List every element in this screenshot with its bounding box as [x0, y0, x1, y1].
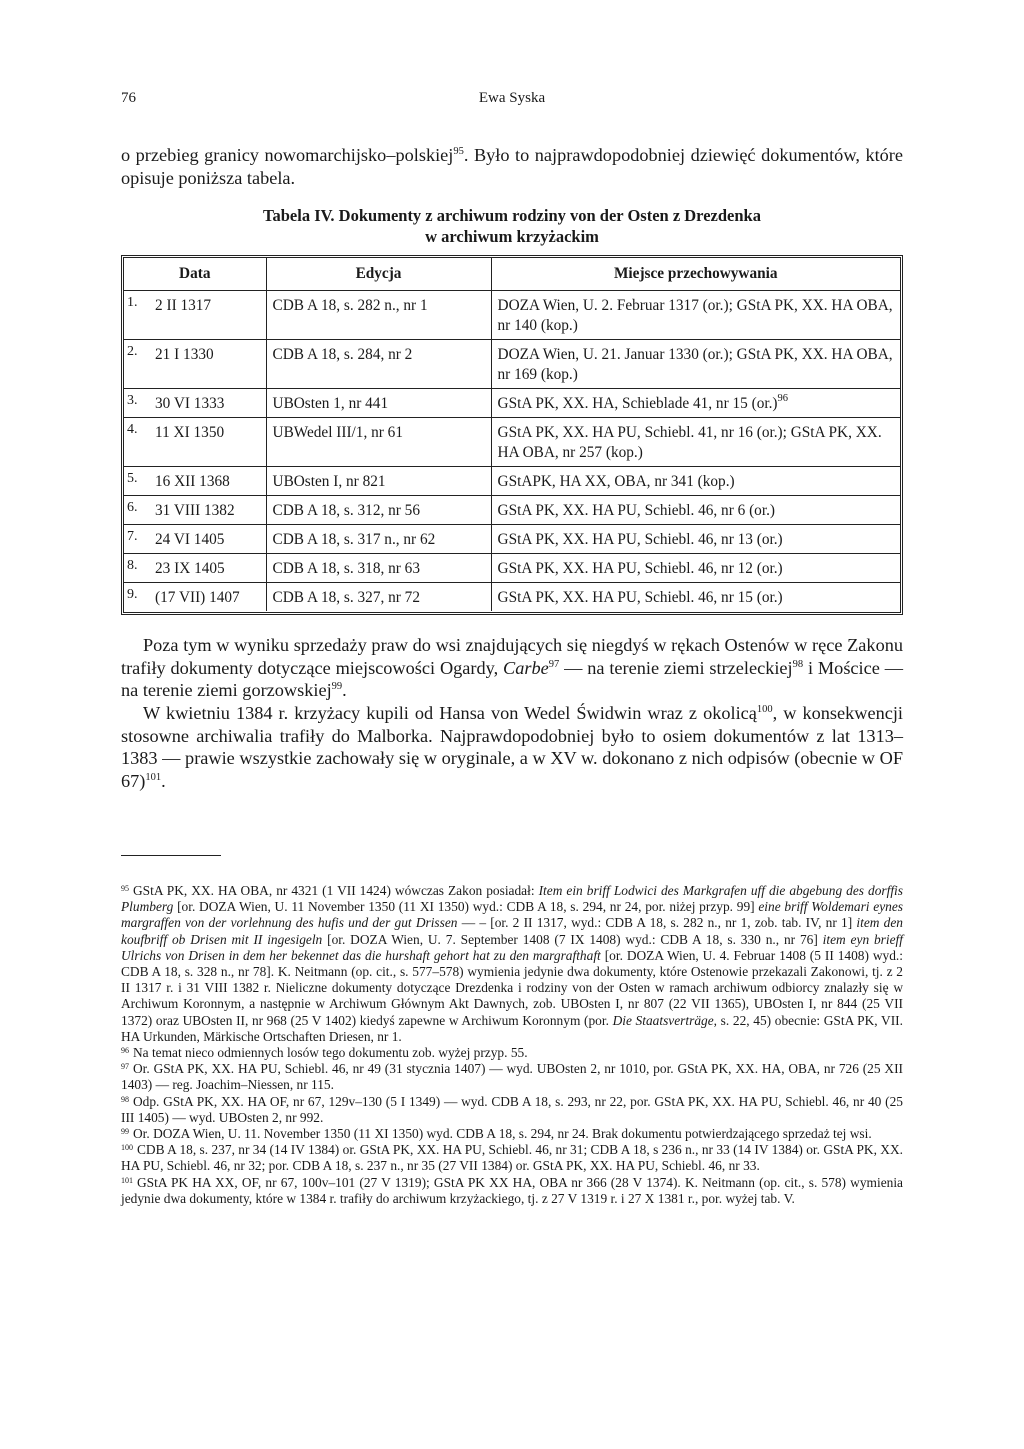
row-date: 21 I 1330	[149, 340, 266, 389]
row-location	[491, 340, 900, 389]
row-date: 30 VI 1333	[149, 389, 266, 418]
row-date: 11 XI 1350	[149, 418, 266, 467]
table-row	[124, 340, 900, 389]
row-number: 3.	[124, 389, 149, 418]
body-text: W kwietniu 1384 r. krzyżacy kupili od Hansa von Wedel Świdwin wraz z okolicą	[143, 703, 757, 723]
footnote-text: [or. DOZA Wien, U. 11 November 1350 (11 XI 1350) wyd.: CDB A 18, s. 294, nr 24, por. niżej przyp. 99]	[173, 899, 759, 915]
location-text: DOZA Wien, U. 2. Februar 1317 (or.); GStA PK, XX. HA OBA, nr 140 (kop.)	[497, 297, 893, 334]
body-text: Poza tym w wyniku sprzedaży praw do wsi znajdujących się niegdyś w rękach Ostenów w ręce Zakonu trafiły dokumenty dotyczące miejscowości Ogardy,	[121, 635, 903, 678]
row-number: 1.	[124, 291, 149, 340]
header-date: Data	[124, 258, 266, 291]
location-text: GStA PK, XX. HA PU, Schiebl. 46, nr 6 (or.)	[497, 502, 775, 519]
row-number: 6.	[124, 496, 149, 525]
footnote-text: [or. DOZA Wien, U. 4. Februar 1408 (5 II 1408) wyd.: CDB A 18, s. 328 n., nr 78]. K. Neitmann (op. cit., s. 577–578) wymienia jedynie dwa dokumenty, które Ostenowie przekazali Zakonowi, tj. z 2 II 1317 r. i 31 VIII 1382 r. Nieliczne dokumenty dotyczące Drezdenka i rodziny von der Osten w ramach archiwum odbiorcy znalazły się w Archiwum Koronnym, a następnie w Archiwum Głównym Akt Dawnych, zob. UBOsten I, nr 807 (22 VII 1365), UBOsten I, nr 844 (25 VII 1372) oraz UBOsten II, nr 968 (25 V 1402) kiedyś zapewne w Archiwum Koronnym (por.	[121, 947, 903, 1028]
table-row	[124, 418, 900, 467]
footnote-95	[121, 883, 903, 1045]
footnote-ref[interactable]: 95	[453, 146, 464, 157]
footnote-text: CDB A 18, s. 237, nr 34 (14 IV 1384) or. GStA PK, XX. HA PU, Schiebl. 46, nr 31; CDB A 18, s 236 n., nr 33 (14 IV 1384) or. GStA PK, XX. HA PU, Schiebl. 46, nr 32; por. CDB A 18, s. 237 n., nr 35 (27 VII 1384) or. GStA PK, XX. HA PU, Schiebl. 46, nr 33.	[121, 1142, 903, 1174]
footnote-number: 100	[121, 1143, 133, 1153]
footnote-number: 95	[121, 884, 129, 893]
footnote-100	[121, 1142, 903, 1174]
page-number: 76	[121, 90, 136, 106]
table-row	[124, 583, 900, 612]
footnote-98	[121, 1094, 903, 1126]
running-title: Ewa Syska	[478, 90, 546, 106]
row-date: 24 VI 1405	[149, 525, 266, 554]
footnote-text: Odp. GStA PK, XX. HA OF, nr 67, 129v–130 (5 I 1349) — wyd. CDB A 18, s. 293, nr 22, por. GStA PK, XX. HA PU, Schiebl. 46, nr 40 (25 III 1405) — wyd. UBOsten 2, nr 992.	[121, 1093, 903, 1125]
body-text: , w konsekwencji stosowne archiwalia trafiły do Malborka. Najprawdopodobniej było to osiem dokumentów z lat 1313–1383 — prawie wszystkie zachowały się w oryginale, a w XV w. dokonano z nich odpisów (obecnie w OF 67)	[121, 703, 903, 791]
footnote-text: GStA PK, XX. HA OBA, nr 4321 (1 VII 1424) wówczas Zakon posiadał:	[133, 883, 539, 898]
table-caption	[0, 205, 1024, 247]
footnote-text: Na temat nieco odmiennych losów tego dokumentu zob. wyżej przyp. 55.	[133, 1045, 528, 1061]
footnote-number: 98	[121, 1094, 129, 1104]
row-number: 4.	[124, 418, 149, 467]
footnote-ref[interactable]: 99	[331, 681, 343, 692]
row-location	[491, 496, 900, 525]
row-edition: UBOsten I, nr 821	[266, 467, 491, 496]
documents-table	[121, 255, 903, 615]
intro-text: . Było to najprawdopodobniej dziewięć dokumentów, które opisuje poniższa tabela.	[121, 145, 904, 188]
footnote-ref[interactable]: 101	[145, 771, 162, 783]
row-number: 5.	[124, 467, 149, 496]
header-edition: Edycja	[266, 258, 491, 291]
footnote-96	[121, 1045, 903, 1061]
footnote-quote: item eyn brieff Ulrichs von Drisen in dem her bekennet das die hurshaft gehort hat zu den margrafthaft	[121, 931, 903, 963]
footnote-text: , s. 22, 45) obecnie: GStA PK, VII. HA Urkunden, Märkische Ortschaften Driesen, nr 1.	[121, 1012, 903, 1044]
row-location	[491, 418, 900, 467]
footnotes	[121, 883, 903, 1207]
footnote-number: 99	[121, 1127, 129, 1137]
row-number: 8.	[124, 554, 149, 583]
footnote-text: — – [or. 2 II 1317, wyd.: CDB A 18, s. 282 n., nr 1, zob. tab. IV, nr 1]	[457, 915, 857, 931]
row-date: 16 XII 1368	[149, 467, 266, 496]
body-text: .	[161, 770, 166, 791]
location-text: DOZA Wien, U. 21. Januar 1330 (or.); GStA PK, XX. HA OBA, nr 169 (kop.)	[497, 346, 893, 383]
footnote-ref[interactable]: 96	[777, 393, 789, 404]
table-caption-line: Tabela IV. Dokumenty z archiwum rodziny von der Osten z Drezdenka	[263, 206, 761, 225]
intro-paragraph	[121, 144, 903, 189]
row-edition: CDB A 18, s. 327, nr 72	[266, 583, 491, 612]
row-date: 2 II 1317	[149, 291, 266, 340]
row-edition: CDB A 18, s. 317 n., nr 62	[266, 525, 491, 554]
footnote-number: 101	[121, 1175, 133, 1185]
row-edition: CDB A 18, s. 312, nr 56	[266, 496, 491, 525]
row-date: 23 IX 1405	[149, 554, 266, 583]
row-date: (17 VII) 1407	[155, 589, 240, 606]
row-edition: CDB A 18, s. 282 n., nr 1	[266, 291, 491, 340]
row-number: 2.	[124, 340, 149, 389]
table-caption-line: w archiwum krzyżackim	[425, 227, 599, 246]
body-paragraph	[121, 702, 903, 792]
footnote-quote: item den koufbriff ob Drisen mit II ingesigeln	[121, 915, 903, 947]
footnote-divider	[121, 855, 221, 856]
footnote-ref[interactable]: 100	[756, 704, 773, 715]
row-edition: UBWedel III/1, nr 61	[266, 418, 491, 467]
location-text: GStAPK, HA XX, OBA, nr 341 (kop.)	[497, 473, 735, 490]
location-text: GStA PK, XX. HA, Schieblade 41, nr 15 (or.)	[497, 395, 778, 412]
location-text: GStA PK, XX. HA PU, Schiebl. 41, nr 16 (or.); GStA PK, XX. HA OBA, nr 257 (kop.)	[497, 424, 882, 461]
footnote-quote: eine briff Woldemari eynes margraffen von der vorlehnung des hufis und der gut Drissen	[121, 899, 903, 931]
location-text: GStA PK, XX. HA PU, Schiebl. 46, nr 12 (or.)	[497, 560, 783, 577]
table-header-row	[124, 258, 900, 291]
row-number: 7.	[124, 525, 149, 554]
body-text: .	[342, 680, 347, 700]
table-row	[124, 496, 900, 525]
footnote-99	[121, 1126, 903, 1142]
row-date: 31 VIII 1382	[149, 496, 266, 525]
footnote-text: GStA PK HA XX, OF, nr 67, 100v–101 (27 V 1319); GStA PK XX HA, OBA nr 366 (28 V 1374). K. Neitmann (op. cit., s. 578) wymienia jedynie dwa dokumenty, które w 1384 r. trafiły do archiwum krzyżackiego, tj. z 27 V 1319 r. i 27 X 1381 r., por. wyżej tab. V.	[121, 1174, 903, 1206]
footnote-number: 96	[121, 1046, 129, 1056]
location-text: GStA PK, XX. HA PU, Schiebl. 46, nr 15 (or.)	[497, 589, 783, 606]
intro-text: o przebieg granicy nowomarchijsko–polskiej	[121, 145, 454, 165]
place-name-italic: Carbe	[503, 657, 549, 678]
table-row	[124, 554, 900, 583]
footnote-quote: Die Staatsverträge	[612, 1012, 714, 1028]
footnote-97	[121, 1061, 903, 1093]
table-row	[124, 389, 900, 418]
body-paragraph	[121, 634, 903, 702]
header-location: Miejsce przechowywania	[491, 258, 900, 291]
footnote-ref[interactable]: 98	[792, 658, 804, 670]
footnote-101	[121, 1175, 903, 1207]
row-edition: UBOsten 1, nr 441	[266, 389, 491, 418]
footnote-text: [or. DOZA Wien, U. 7. September 1408 (7 IX 1408) wyd.: CDB A 18, s. 330 n., nr 76]	[322, 931, 823, 947]
row-edition: CDB A 18, s. 318, nr 63	[266, 554, 491, 583]
footnote-quote: Item ein briff Lodwici des Markgrafen uff die abgebung des dorffis Plumberg	[121, 883, 903, 915]
row-location	[491, 467, 900, 496]
table-row	[124, 291, 900, 340]
location-text: GStA PK, XX. HA PU, Schiebl. 46, nr 13 (or.)	[497, 531, 783, 548]
row-location	[491, 554, 900, 583]
row-location	[491, 291, 900, 340]
footnote-ref[interactable]: 97	[548, 658, 560, 670]
body-text: — na terenie ziemi strzeleckiej	[559, 657, 793, 678]
row-edition: CDB A 18, s. 284, nr 2	[266, 340, 491, 389]
row-location	[491, 583, 900, 612]
footnote-number: 97	[121, 1062, 129, 1072]
row-location	[491, 389, 900, 418]
footnote-text: Or. GStA PK, XX. HA PU, Schiebl. 46, nr 49 (31 stycznia 1407) — wyd. UBOsten 2, nr 1010, por. GStA PK, XX. HA, OBA, nr 726 (25 XII 1403) — reg. Joachim–Niessen, nr 115.	[121, 1061, 903, 1093]
body-text: i Mościce — na terenie ziemi gorzowskiej	[121, 657, 903, 700]
table-row	[124, 467, 900, 496]
footnote-text: Or. DOZA Wien, U. 11. November 1350 (11 XI 1350) wyd. CDB A 18, s. 294, nr 24. Brak dokumentu potwierdzającego sprzedaż tej wsi.	[133, 1126, 872, 1142]
row-number: 9.	[127, 587, 138, 602]
table-row	[124, 525, 900, 554]
row-location	[491, 525, 900, 554]
